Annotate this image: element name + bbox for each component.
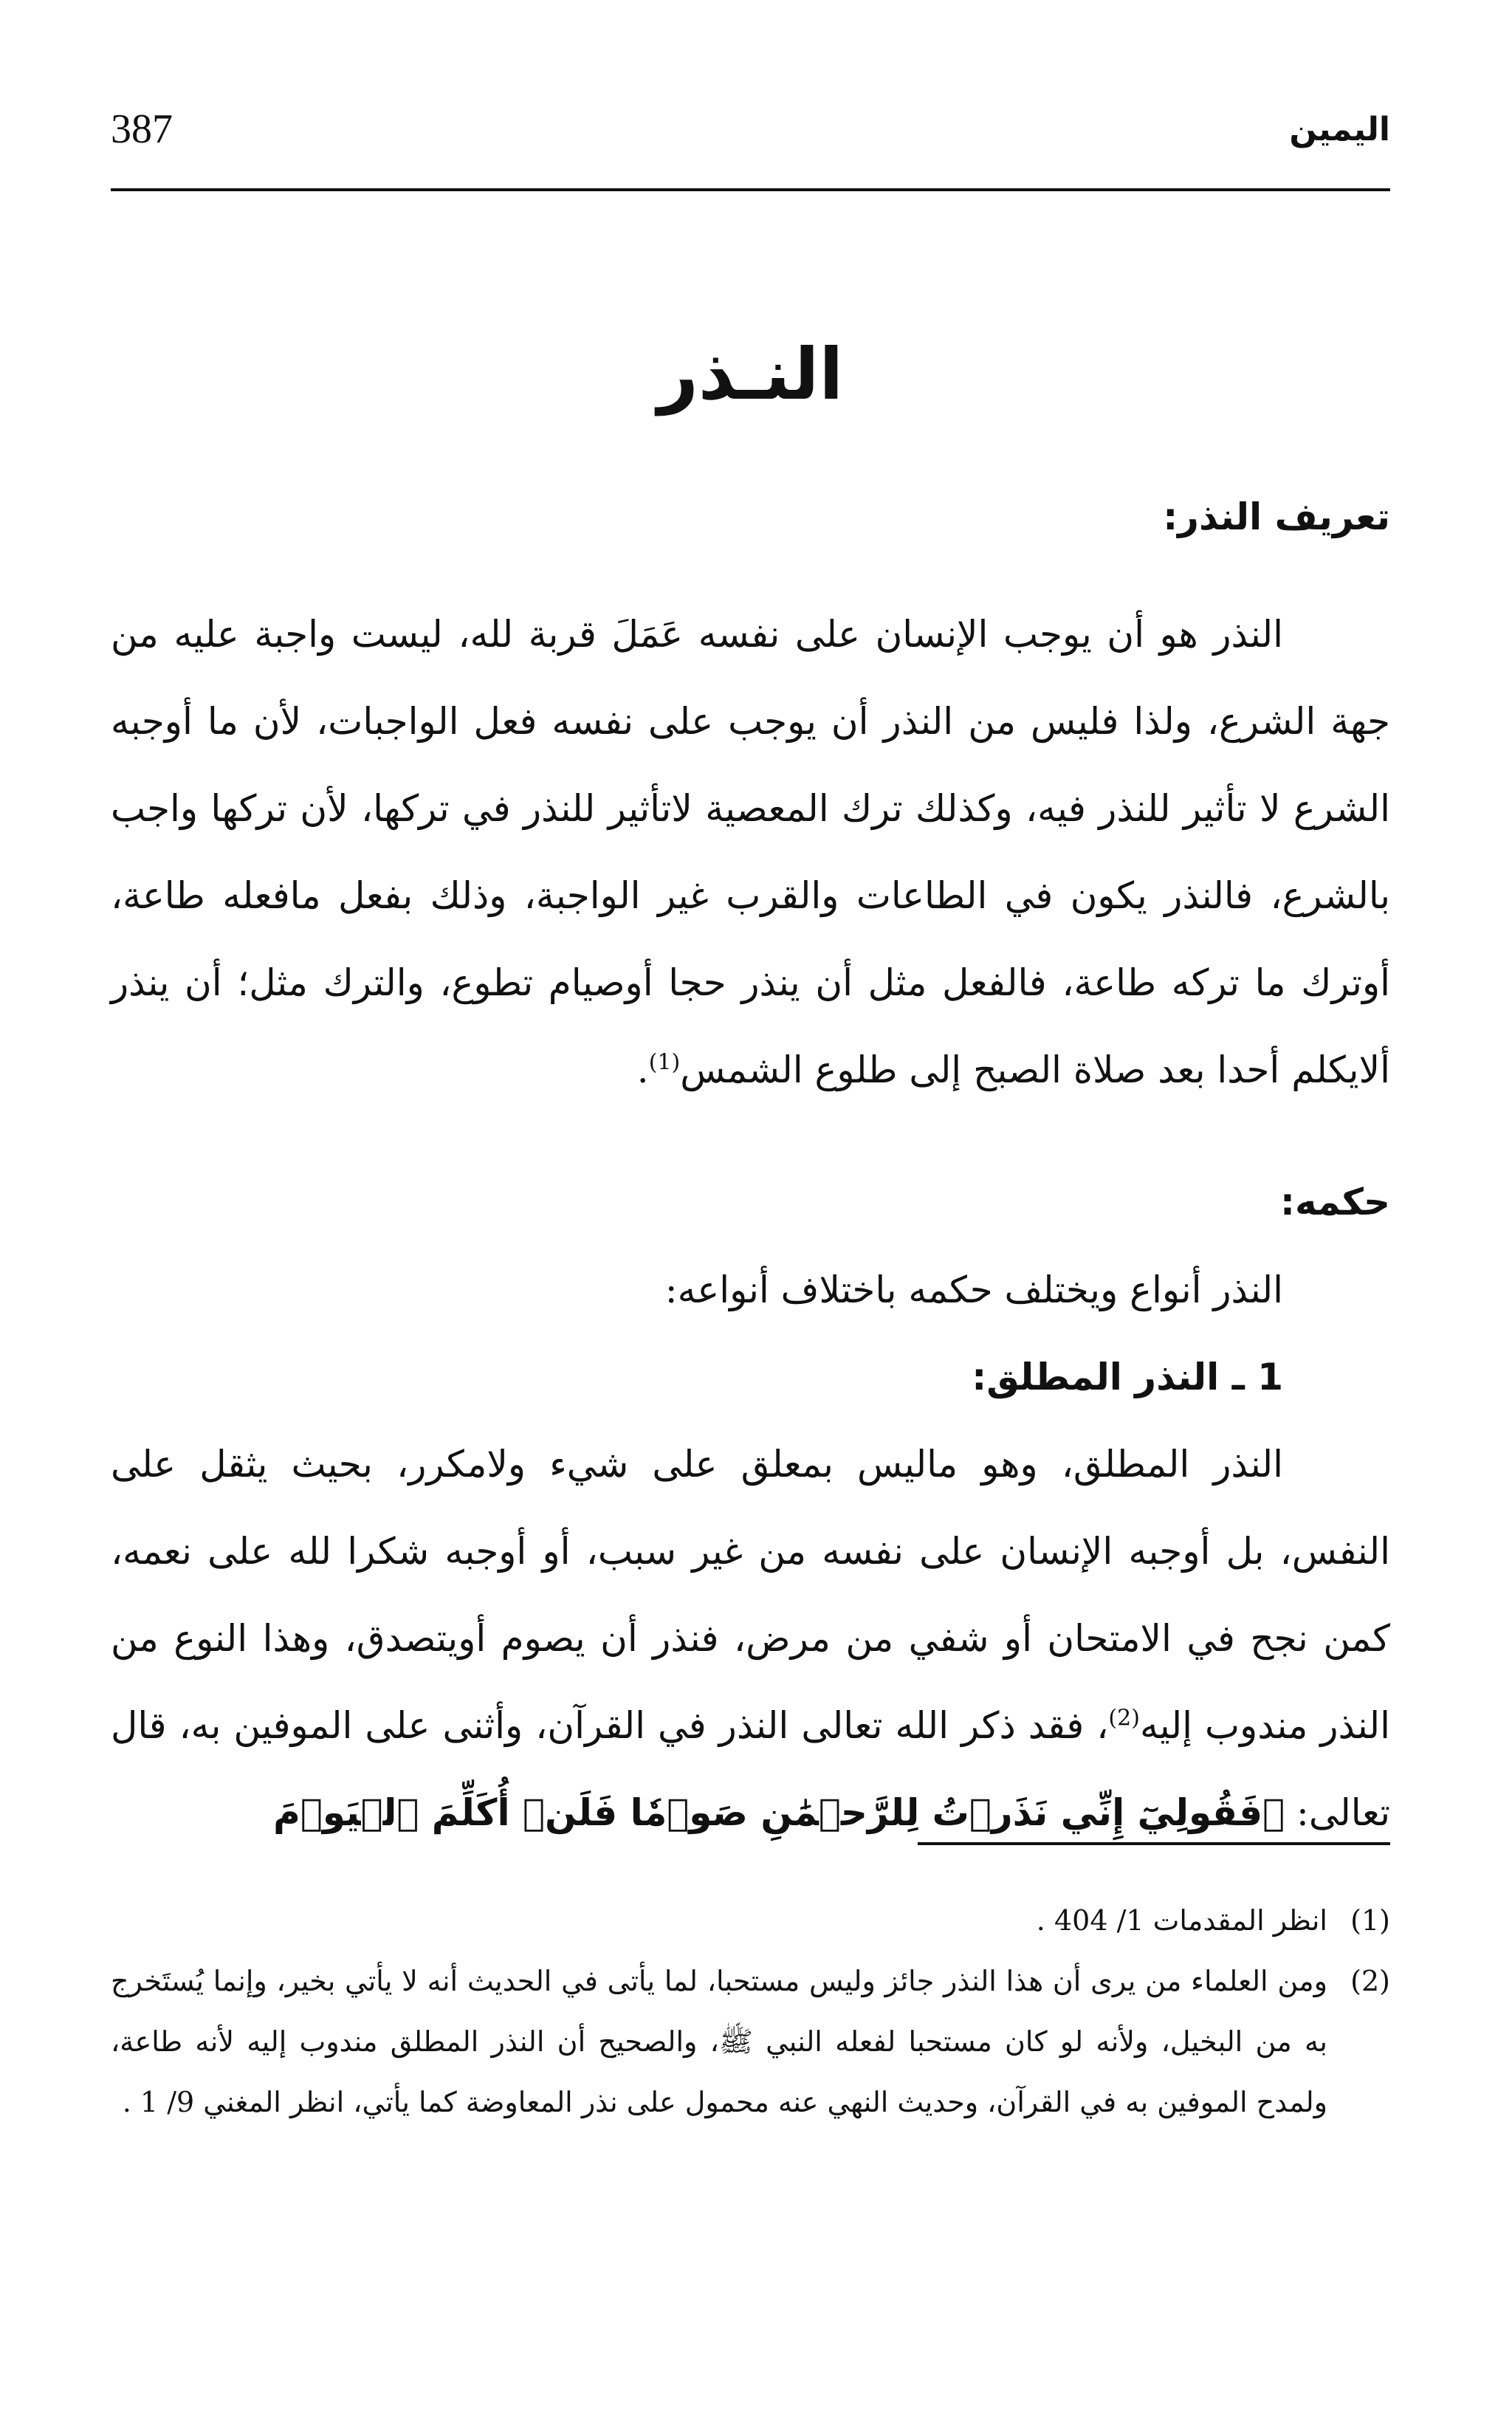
definition-text: النذر هو أن يوجب الإنسان على نفسه عَمَلَ قربة لله، ليست واجبة عليه من جهة الشرع، ولذا فليس من النذر أن يوجب على نفسه فعل الواجبات، لأن ما أوجبه الشرع لا تأثير للنذر فيه، وكذلك ترك المعصية لاتأثير للنذر في تركها، لأن تركها واجب بالشرع، فالنذر يكون في الطاعات والقرب غير الواجبة، وذلك بفعل مافعله طاعة، أوترك ما تركه طاعة، فالفعل مثل أن ينذر حجا أوصيام تطوع، والترك مثل؛ أن ينذر ألايكلم أحدا بعد صلاة الصبح إلى طلوع الشمس bbox=[111, 613, 1390, 1091]
footnote-text: ومن العلماء من يرى أن هذا النذر جائز وليس مستحبا، لما يأتى في الحديث أنه لا يأتي بخير، وإنما يُستَخرج به من البخيل، ولأنه لو كان مستحبا لفعله النبي ﷺ، والصحيح أن النذر المطلق مندوب إليه لأنه طاعة، ولمدح الموفين به في القرآن، وحديث النهي عنه محمول على نذر المعاوضة كما يأتي، انظر المغني 9/ 1 . bbox=[111, 1965, 1327, 2118]
chapter-title: النـذر bbox=[657, 333, 844, 416]
footnote-ref-1: (1) bbox=[648, 1049, 681, 1076]
footnote-number: (2) bbox=[1350, 1965, 1390, 1997]
footnotes bbox=[111, 1890, 1390, 2132]
type1-text-b: ، فقد ذكر الله تعالى النذر في القرآن، وأثنى على الموفين به، قال تعالى: bbox=[111, 1704, 1390, 1834]
running-title: اليمين bbox=[1289, 110, 1390, 148]
quran-verse: ﴿فَقُولِيٓ إِنِّي نَذَرۡتُ لِلرَّحۡمَٰنِ صَوۡمٗا فَلَنۡ أُكَلِّمَ ٱلۡيَوۡمَ bbox=[273, 1791, 1285, 1834]
spacer bbox=[111, 561, 1390, 591]
definition-heading: تعريف النذر: bbox=[1163, 495, 1390, 538]
definition-paragraph bbox=[111, 591, 1390, 1113]
type1-heading: 1 ـ النذر المطلق: bbox=[972, 1356, 1283, 1398]
definition-end: . bbox=[636, 1048, 649, 1091]
ruling-heading: حكمه: bbox=[1280, 1181, 1390, 1223]
page-number: 387 bbox=[111, 106, 173, 152]
footnote-text: انظر المقدمات 1/ 404 . bbox=[1036, 1904, 1327, 1937]
running-header bbox=[111, 103, 1390, 155]
type1-paragraph bbox=[111, 1421, 1390, 1856]
footnote-rule bbox=[918, 1842, 1390, 1845]
footnote-1 bbox=[111, 1890, 1390, 1951]
footnote-ref-2: (2) bbox=[1108, 1705, 1140, 1731]
footnote-number: (1) bbox=[1350, 1904, 1390, 1937]
main-text bbox=[111, 473, 1390, 1856]
type1-text-a: النذر المطلق، وهو ماليس بمعلق على شيء ولامكرر، بحيث يثقل على النفس، بل أوجبه الإنسان على نفسه من غير سبب، أو أوجبه شكرا لله على نعمه، كمن نجح في الامتحان أو شفي من مرض، فنذر أن يصوم أويتصدق، وهذا النوع من النذر مندوب إليه bbox=[111, 1443, 1391, 1747]
header-rule bbox=[111, 188, 1390, 191]
footnote-2 bbox=[111, 1951, 1390, 2132]
spacer bbox=[111, 1113, 1390, 1158]
ruling-paragraph: النذر أنواع ويختلف حكمه باختلاف أنواعه: bbox=[664, 1268, 1283, 1311]
